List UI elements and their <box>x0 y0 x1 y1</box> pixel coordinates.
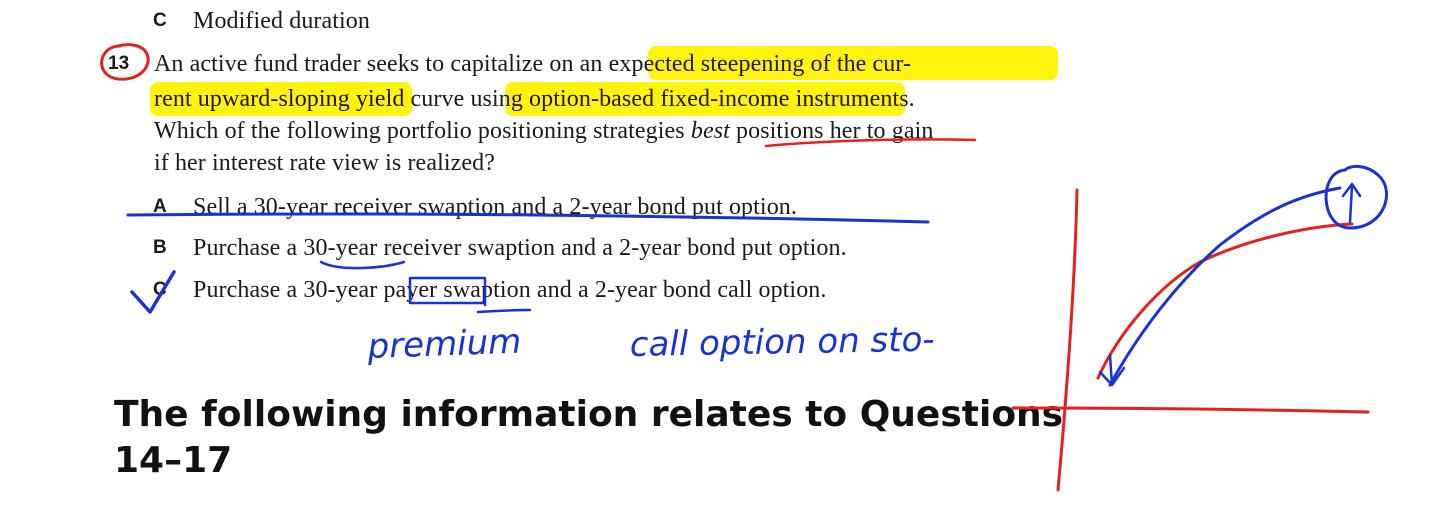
question-number: 13 <box>108 53 130 74</box>
current-yield-curve <box>1098 224 1352 378</box>
underline-payer <box>478 310 530 312</box>
choice-c-text: Purchase a 30-year payer swaption and a 2-year bond call option. <box>193 277 827 303</box>
question-line-3-start: Which of the following portfolio positioning strategies <box>154 118 691 144</box>
note-call-option: call option on sto- <box>629 319 935 365</box>
graph-horizontal-axis <box>1013 408 1368 412</box>
question-line-1: An active fund trader seeks to capitalize on an expected steepening of the cur- <box>154 51 912 77</box>
down-arrow-icon <box>1100 355 1124 385</box>
note-premium: premium <box>366 321 522 367</box>
prev-choice-text: Modified duration <box>193 8 371 34</box>
section-heading-line1: The following information relates to Questions <box>114 394 1064 435</box>
emphasis-best: best <box>690 118 730 144</box>
choice-c-letter: C <box>153 279 167 300</box>
question-line-4: if her interest rate view is realized? <box>154 150 495 176</box>
graph-vertical-axis <box>1058 190 1077 490</box>
question-line-3 <box>154 116 933 146</box>
steepened-yield-curve <box>1110 188 1340 385</box>
choice-b-letter: B <box>153 237 167 258</box>
question-line-2: rent upward-sloping yield curve using option-based fixed-income instruments. <box>154 86 915 112</box>
up-arrow-circle <box>1326 166 1386 228</box>
up-arrow-icon <box>1343 184 1360 222</box>
prev-choice-letter: C <box>153 10 167 31</box>
choice-a-letter: A <box>153 196 167 217</box>
choice-b-text: Purchase a 30-year receiver swaption and a 2-year bond put option. <box>193 235 847 261</box>
question-line-3-tail: positions her to gain <box>729 118 934 144</box>
choice-a-text: Sell a 30-year receiver swaption and a 2-year bond put option. <box>193 194 797 220</box>
section-heading-line2: 14–17 <box>114 440 233 481</box>
